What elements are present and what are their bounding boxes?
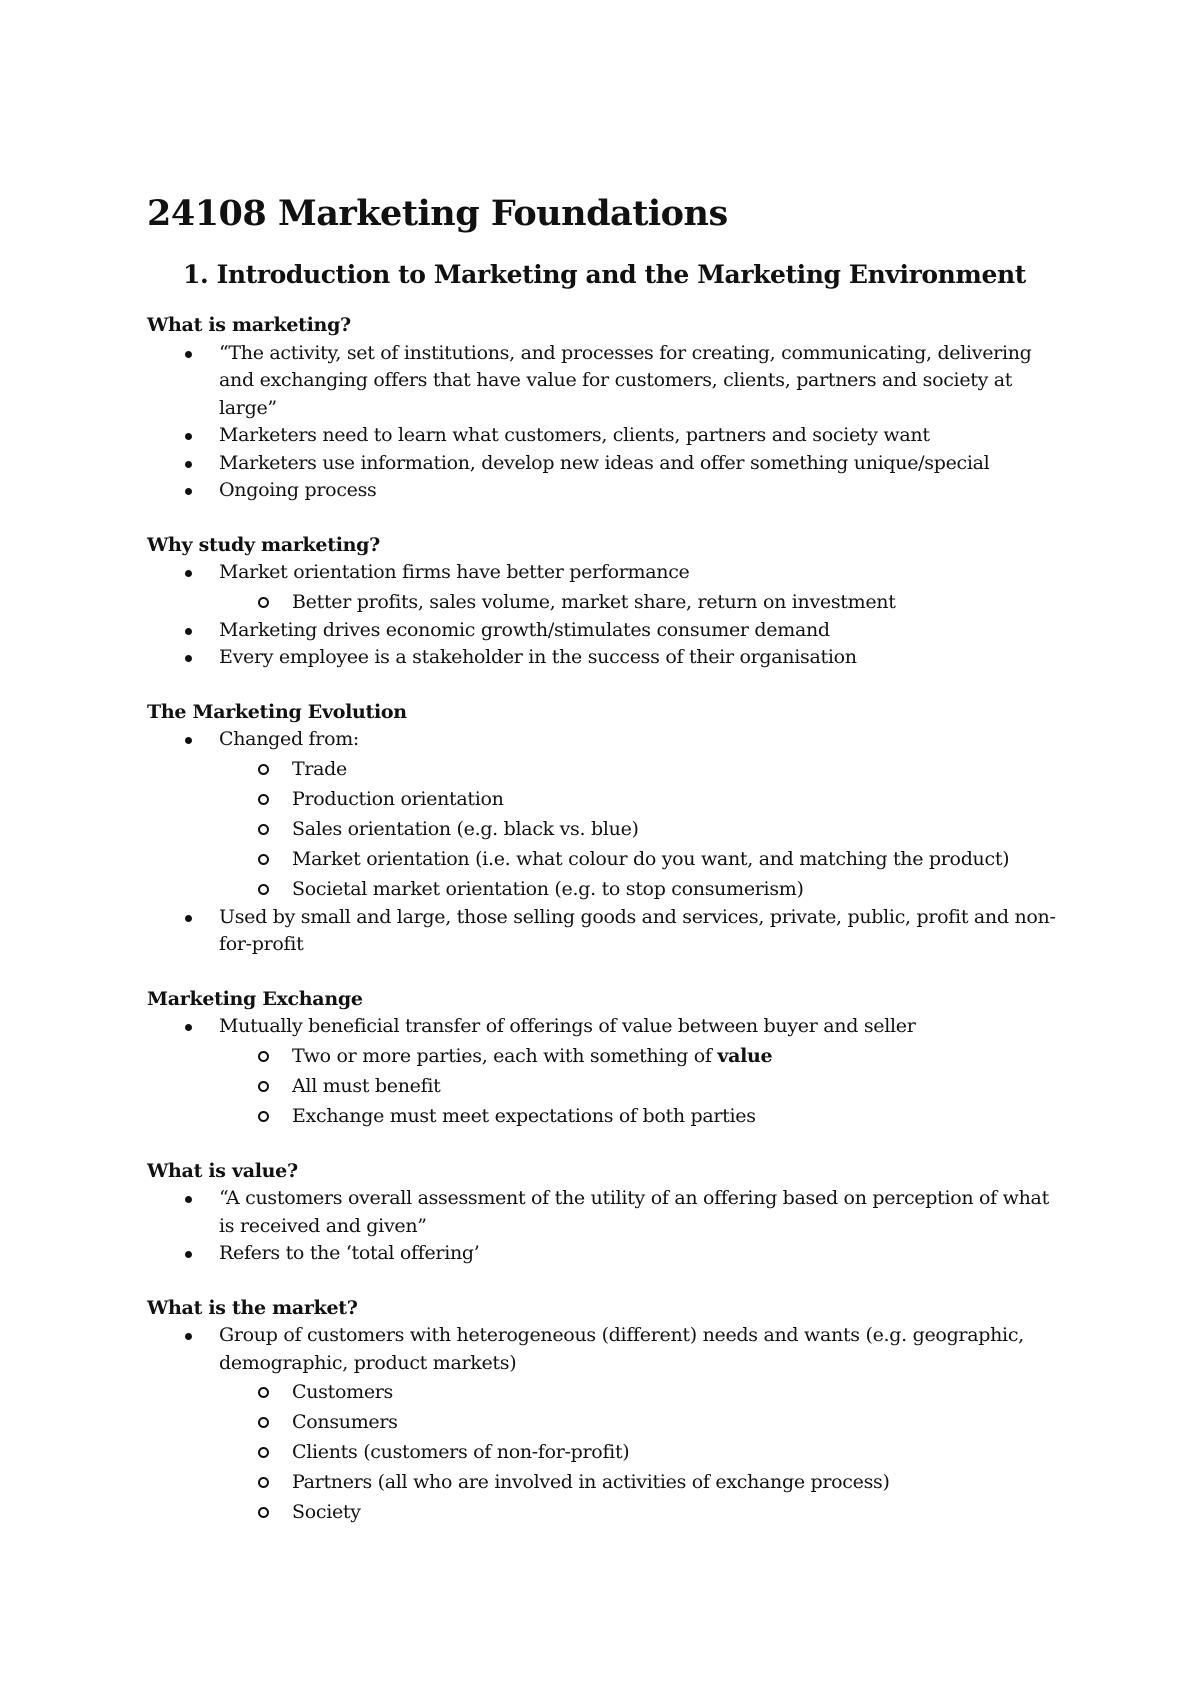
section-heading: Why study marketing? — [147, 533, 380, 556]
section-what-is-marketing — [147, 312, 1067, 505]
hollow-bullet-icon — [258, 597, 269, 608]
list-item-text: Sales orientation (e.g. black vs. blue) — [292, 817, 639, 840]
document-title: 24108 Marketing Foundations — [147, 193, 728, 234]
bullet-icon — [185, 488, 192, 495]
bold-text: value — [717, 1044, 773, 1067]
list-item-text: Consumers — [292, 1411, 398, 1433]
list-item-text: Two or more parties, each with something of — [292, 1044, 718, 1067]
list-item — [147, 450, 1067, 478]
sub-list-item — [147, 1407, 1067, 1437]
section-heading: What is value? — [147, 1159, 298, 1182]
sub-list-item — [147, 1437, 1067, 1467]
list-item — [147, 477, 1067, 505]
bullet-list — [147, 1185, 1067, 1268]
sub-list-item — [147, 844, 1067, 874]
hollow-bullet-icon — [258, 884, 269, 895]
hollow-bullet-icon — [258, 824, 269, 835]
list-item-text: Customers — [292, 1381, 393, 1403]
bullet-icon — [185, 1024, 192, 1031]
bullet-list — [147, 726, 1067, 959]
sub-list-item — [147, 1467, 1067, 1497]
sub-list-item — [147, 1101, 1067, 1131]
section-why-study-marketing — [147, 532, 1067, 672]
bullet-icon — [185, 1251, 192, 1258]
list-item-text: Better profits, sales volume, market share, return on investment — [292, 590, 896, 613]
sub-list-item — [147, 1071, 1067, 1101]
bullet-icon — [185, 655, 192, 662]
section-heading: Marketing Exchange — [147, 987, 363, 1010]
bullet-icon — [185, 351, 192, 358]
list-item-text: “A customers overall assessment of the utility of an offering based on perception of what is received and given” — [219, 1187, 1049, 1237]
hollow-bullet-icon — [258, 1081, 269, 1092]
list-item-text: Market orientation (i.e. what colour do you want, and matching the product) — [292, 847, 1010, 870]
bullet-icon — [185, 915, 192, 922]
hollow-bullet-icon — [258, 1417, 269, 1428]
list-item — [147, 1322, 1067, 1377]
sub-list-item — [147, 754, 1067, 784]
sub-list-item — [147, 1377, 1067, 1407]
hollow-bullet-icon — [258, 854, 269, 865]
sub-list-item — [147, 784, 1067, 814]
list-item-text: Exchange must meet expectations of both parties — [292, 1104, 756, 1127]
bullet-icon — [185, 737, 192, 744]
list-item — [147, 559, 1067, 587]
section-what-is-the-market — [147, 1295, 1067, 1528]
bullet-list — [147, 1322, 1067, 1527]
list-item-text: “The activity, set of institutions, and processes for creating, communicating, delivering and exchanging offers that have value for customers, clients, partners and society at large” — [219, 341, 1032, 419]
sub-list-item — [147, 587, 1067, 617]
list-item — [147, 1185, 1067, 1240]
list-item-text: Used by small and large, those selling goods and services, private, public, profit and non-for-profit — [219, 905, 1056, 955]
sub-list-item — [147, 814, 1067, 844]
list-item-text: Group of customers with heterogeneous (different) needs and wants (e.g. geographic, demographic, product markets) — [219, 1324, 1024, 1374]
chapter-title: 1. Introduction to Marketing and the Marketing Environment — [183, 260, 1026, 289]
hollow-bullet-icon — [258, 764, 269, 775]
list-item — [147, 422, 1067, 450]
section-marketing-exchange — [147, 986, 1067, 1131]
list-item-text: Societal market orientation (e.g. to stop consumerism) — [292, 877, 804, 900]
bullet-list — [147, 559, 1067, 672]
list-item-text: Production orientation — [292, 787, 504, 810]
bullet-icon — [185, 628, 192, 635]
list-item — [147, 726, 1067, 754]
list-item-text: Clients (customers of non-for-profit) — [292, 1441, 630, 1463]
hollow-bullet-icon — [258, 1447, 269, 1458]
list-item-text: Trade — [292, 757, 347, 780]
list-item — [147, 340, 1067, 423]
list-item-text: Marketers use information, develop new ideas and offer something unique/special — [219, 451, 990, 474]
hollow-bullet-icon — [258, 1111, 269, 1122]
list-item-text: Marketing drives economic growth/stimulates consumer demand — [219, 618, 830, 641]
list-item — [147, 904, 1067, 959]
list-item — [147, 1240, 1067, 1268]
hollow-bullet-icon — [258, 1387, 269, 1398]
list-item-text: Marketers need to learn what customers, clients, partners and society want — [219, 424, 930, 446]
bullet-icon — [185, 570, 192, 577]
section-heading: What is marketing? — [147, 314, 351, 336]
list-item-text: Market orientation firms have better performance — [219, 561, 690, 583]
hollow-bullet-icon — [258, 1477, 269, 1488]
list-item — [147, 617, 1067, 645]
section-heading: What is the market? — [147, 1296, 358, 1319]
bullet-icon — [185, 1333, 192, 1340]
bullet-icon — [185, 461, 192, 468]
sub-list-item — [147, 1497, 1067, 1527]
bullet-list — [147, 1013, 1067, 1131]
list-item-text: Ongoing process — [219, 479, 377, 501]
sub-list-item — [147, 874, 1067, 904]
bullet-icon — [185, 1196, 192, 1203]
hollow-bullet-icon — [258, 1051, 269, 1062]
list-item-text: Every employee is a stakeholder in the success of their organisation — [219, 646, 857, 668]
section-what-is-value — [147, 1158, 1067, 1268]
bullet-list — [147, 340, 1067, 505]
hollow-bullet-icon — [258, 1507, 269, 1518]
list-item — [147, 1013, 1067, 1041]
hollow-bullet-icon — [258, 794, 269, 805]
list-item — [147, 644, 1067, 672]
section-heading: The Marketing Evolution — [147, 700, 407, 723]
list-item-text: Refers to the ‘total offering’ — [219, 1242, 480, 1264]
list-item-text: Changed from: — [219, 728, 360, 750]
list-item-text: All must benefit — [292, 1074, 441, 1097]
list-item-text: Mutually beneficial transfer of offerings of value between buyer and seller — [219, 1015, 916, 1037]
list-item-text: Partners (all who are involved in activities of exchange process) — [292, 1471, 890, 1493]
document-page — [147, 190, 1067, 1554]
list-item-text: Society — [292, 1501, 361, 1523]
bullet-icon — [185, 433, 192, 440]
sub-list-item — [147, 1041, 1067, 1071]
section-marketing-evolution — [147, 699, 1067, 959]
